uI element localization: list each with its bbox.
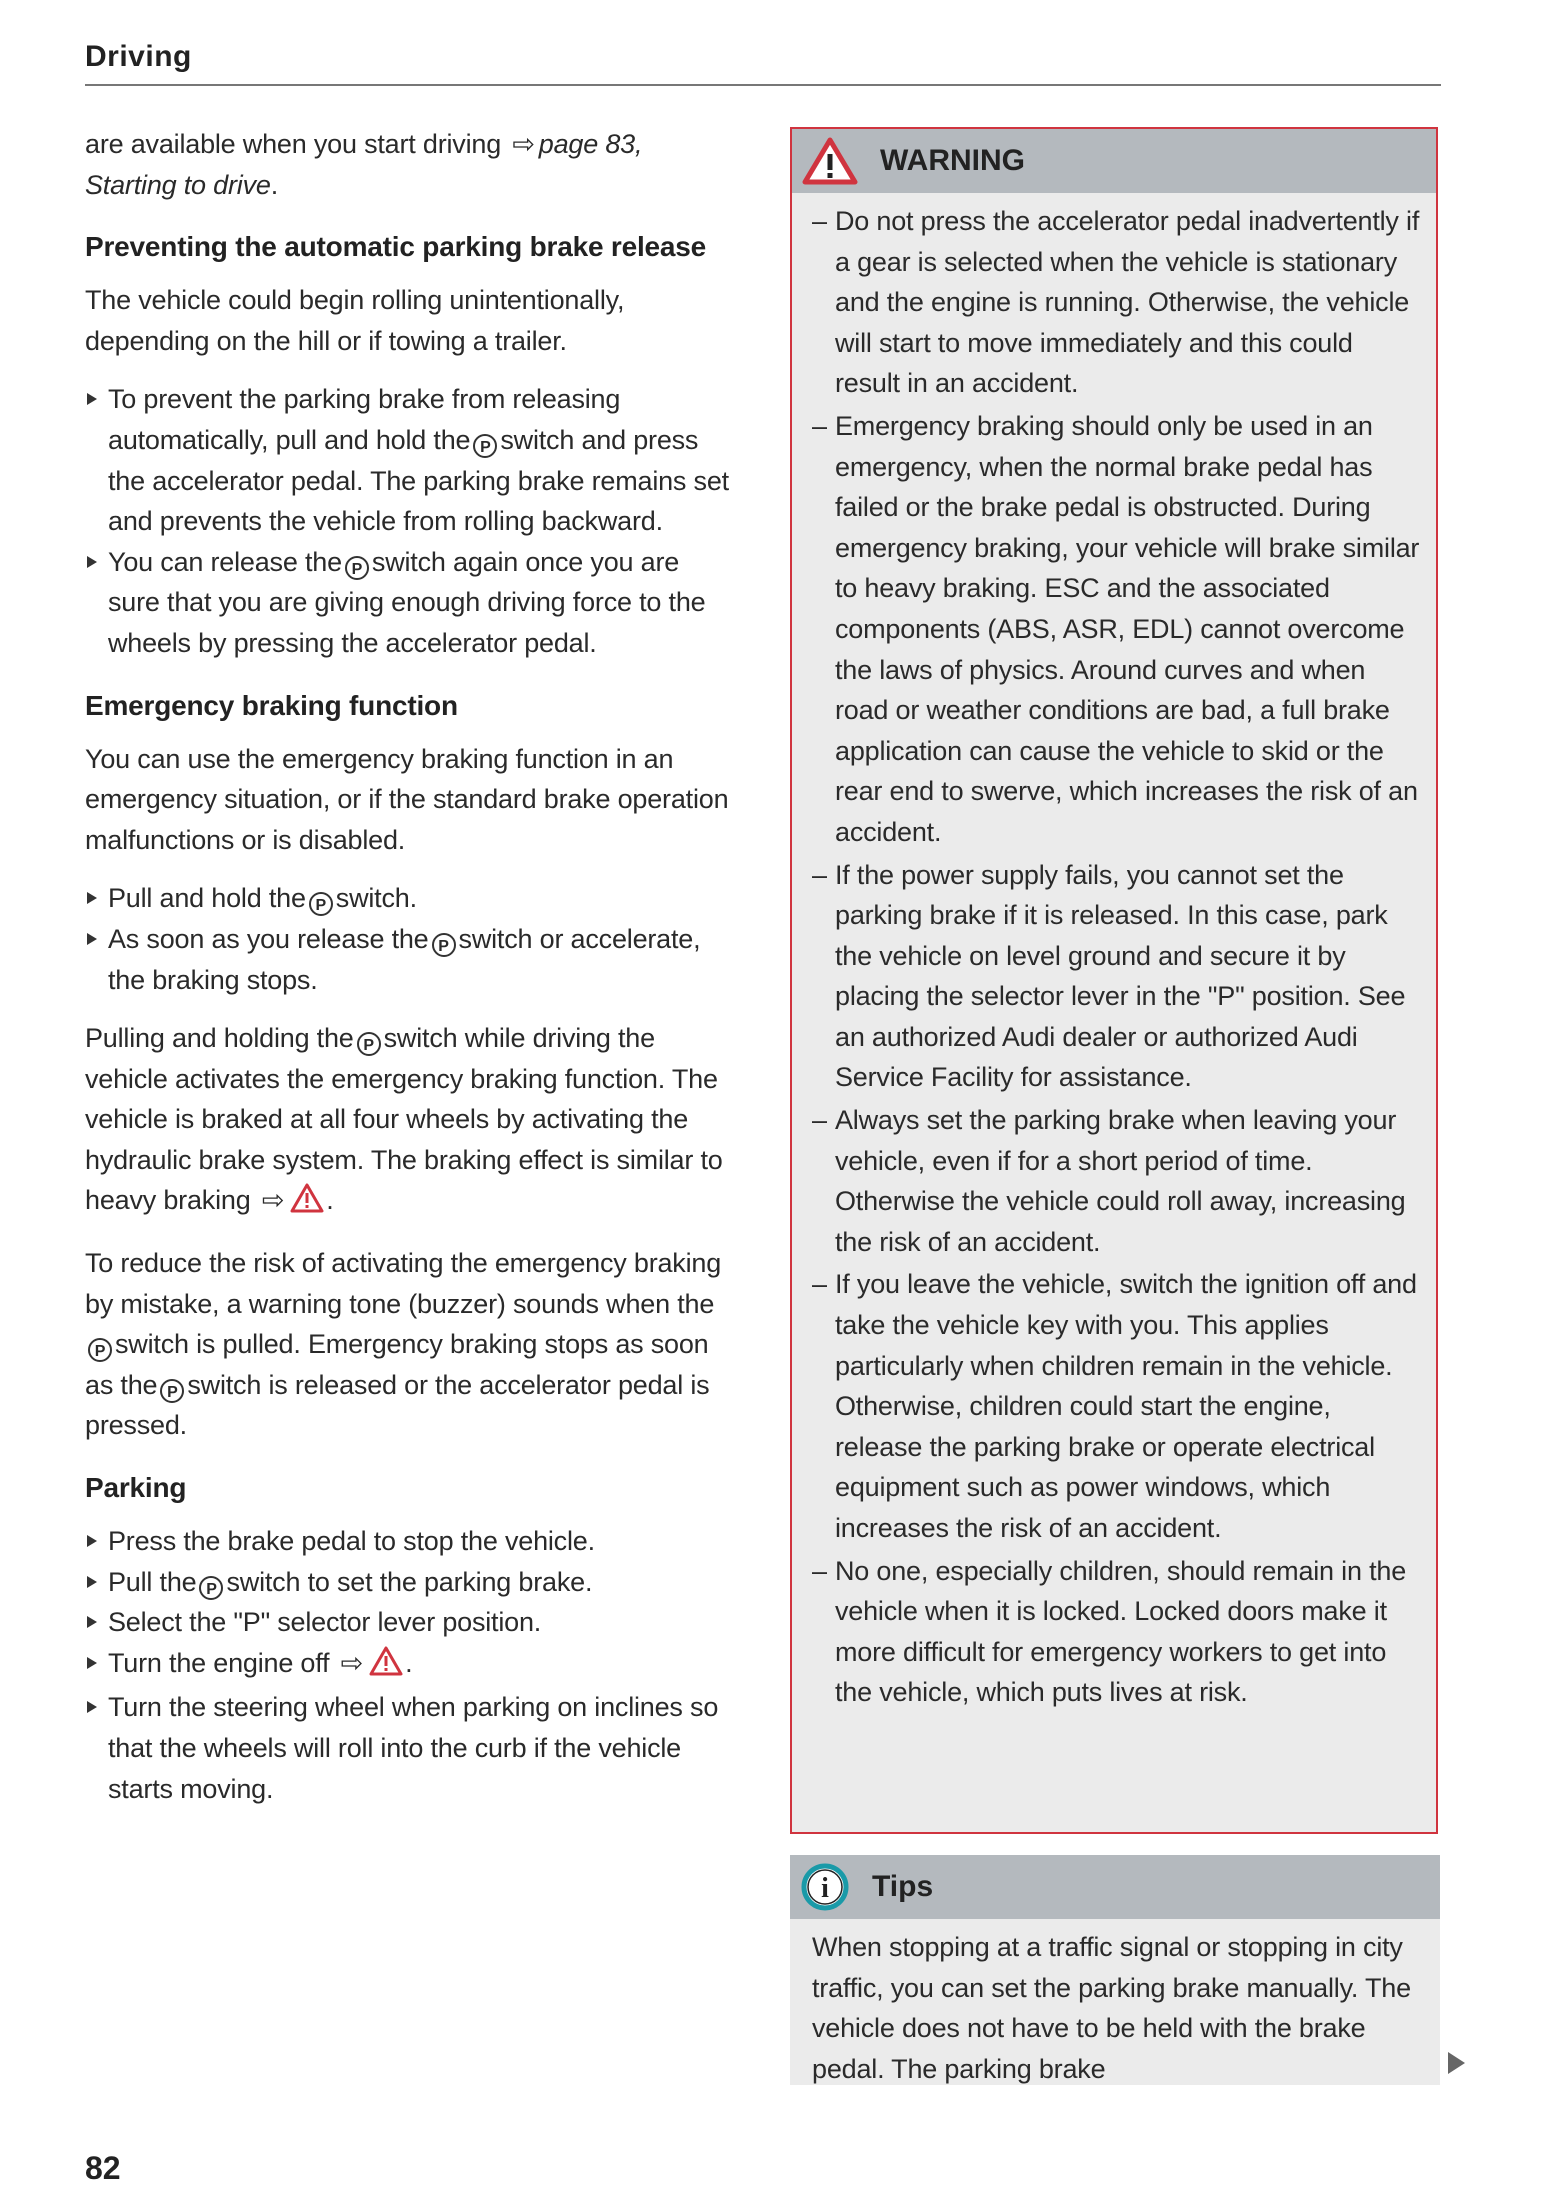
warning-title: WARNING xyxy=(880,144,1025,177)
text-segment: are available when you start driving xyxy=(85,129,509,159)
text-segment: You can release the xyxy=(108,546,342,577)
warning-reference-icon xyxy=(290,1183,324,1225)
tips-box xyxy=(790,1855,1440,2085)
bullet-step xyxy=(85,1687,737,1809)
text-segment: Pull and hold the xyxy=(108,883,306,914)
warning-item: – If you leave the vehicle, switch the ignition off and take the vehicle key with you. This applies particularly when children remain in the vehicle. Otherwise, children could start the engine, release the parking brake or operate electrical equipment such as power windows, which increases the risk of an accident. xyxy=(812,1264,1422,1548)
text-segment: To reduce the risk of activating the emergency braking by mistake, a warning tone (buzzer) sounds when the xyxy=(85,1248,722,1319)
warning-header xyxy=(792,129,1436,193)
section-header: Driving xyxy=(85,40,192,73)
text-segment: switch and press the accelerator pedal. The parking brake remains set and prevents the vehicle from rolling backward. xyxy=(108,424,729,537)
tips-title: Tips xyxy=(872,1870,934,1903)
bullet-step xyxy=(85,542,737,664)
section-heading xyxy=(85,688,737,724)
warning-item: – If the power supply fails, you cannot set the parking brake if it is released. In this case, park the vehicle on level ground and secure it by placing the selector lever in the "P" position. See an authorized Audi dealer or authorized Audi Service Facility for assistance. xyxy=(812,855,1422,1099)
tips-text: When stopping at a traffic signal or stopping in city traffic, you can set the parking brake manually. The vehicle does not have to be held with the brake pedal. The parking brake xyxy=(812,1932,1411,2084)
bullet-step xyxy=(85,878,737,919)
bullet-step xyxy=(85,1643,737,1688)
header-rule xyxy=(85,84,1441,86)
info-icon xyxy=(800,1862,850,1912)
bullet-step xyxy=(85,919,737,1000)
text-segment: switch. xyxy=(335,883,417,914)
text-segment: Pulling and holding the xyxy=(85,1023,354,1054)
cross-reference-arrow-icon: ⇨ xyxy=(340,1647,364,1678)
text-segment: Pull the xyxy=(108,1566,197,1597)
section-heading xyxy=(85,229,737,265)
page-number: 82 xyxy=(85,2150,121,2186)
text-segment: switch while driving the vehicle activates the emergency braking function. The vehicle is braked at all four wheels by activating the hydraulic brake system. The braking effect is similar to heavy braking xyxy=(85,1023,723,1216)
text-segment: Turn the engine off xyxy=(108,1647,337,1678)
parking-brake-switch-icon: P xyxy=(345,556,369,580)
cross-reference-arrow-icon: ⇨ xyxy=(512,129,535,159)
text-segment: switch to set the parking brake. xyxy=(226,1566,593,1597)
parking-brake-switch-icon: P xyxy=(473,434,497,458)
text-segment: . xyxy=(405,1647,413,1678)
bullet-step xyxy=(85,379,737,541)
paragraph xyxy=(85,1018,737,1225)
warning-list xyxy=(792,193,1436,1713)
text-segment: To prevent the parking brake from releasing automatically, pull and hold the xyxy=(108,384,621,455)
text-segment: Turn the steering wheel when parking on inclines so that the wheels will roll into the curb if the vehicle starts moving. xyxy=(108,1692,719,1804)
warning-triangle-icon xyxy=(802,137,858,185)
page-reference-text: page 83, Starting to drive xyxy=(85,129,643,200)
section-heading xyxy=(85,1470,737,1506)
warning-box xyxy=(790,127,1438,1834)
text-segment: The vehicle could begin rolling unintentionally, depending on the hill or if towing a trailer. xyxy=(85,285,625,356)
warning-item: – No one, especially children, should remain in the vehicle when it is locked. Locked doors make it more difficult for emergency workers to get into the vehicle, which puts lives at risk. xyxy=(812,1551,1422,1713)
paragraph xyxy=(85,124,737,205)
text-segment: switch or accelerate, the braking stops. xyxy=(108,923,701,995)
parking-brake-switch-icon: P xyxy=(309,892,333,916)
parking-brake-switch-icon: P xyxy=(199,1576,223,1600)
warning-item: – Do not press the accelerator pedal inadvertently if a gear is selected when the vehicle is stationary and the engine is running. Otherwise, the vehicle will start to move immediately and this could result in an accident. xyxy=(812,201,1422,404)
paragraph xyxy=(85,1243,737,1446)
text-segment: Emergency braking function xyxy=(85,689,458,721)
parking-brake-switch-icon: P xyxy=(357,1032,381,1056)
text-segment: switch again once you are sure that you are giving enough driving force to the wheels by pressing the accelerator pedal. xyxy=(108,546,706,658)
text-segment: switch is pulled. Emergency braking stops as soon as the xyxy=(85,1329,709,1400)
paragraph xyxy=(85,280,737,361)
text-segment: Press the brake pedal to stop the vehicle. xyxy=(108,1526,595,1557)
paragraph xyxy=(85,739,737,861)
bullet-step xyxy=(85,1602,737,1643)
cross-reference-arrow-icon: ⇨ xyxy=(261,1185,285,1216)
bullet-step xyxy=(85,1562,737,1603)
text-segment: As soon as you release the xyxy=(108,923,429,954)
text-segment: You can use the emergency braking function in an emergency situation, or if the standard brake operation malfunctions or is disabled. xyxy=(85,743,729,855)
text-segment: . xyxy=(326,1185,334,1216)
parking-brake-switch-icon: P xyxy=(88,1338,112,1362)
left-column xyxy=(85,124,737,1809)
text-segment: switch is released or the accelerator pedal is pressed. xyxy=(85,1369,710,1441)
warning-item: – Always set the parking brake when leaving your vehicle, even if for a short period of time. Otherwise the vehicle could roll away, increasing the risk of an accident. xyxy=(812,1100,1422,1262)
warning-item: – Emergency braking should only be used in an emergency, when the normal brake pedal has failed or the brake pedal is obstructed. During emergency braking, your vehicle will brake similar to heavy braking. ESC and the associated components (ABS, ASR, EDL) cannot overcome the laws of physics. Around curves and when road or weather conditions are bad, a full brake application can cause the vehicle to skid or the rear end to swerve, which increases the risk of an accident. xyxy=(812,406,1422,853)
text-segment: Select the "P" selector lever position. xyxy=(108,1607,542,1638)
svg-text:i: i xyxy=(821,1873,829,1904)
bullet-step xyxy=(85,1521,737,1562)
warning-reference-icon xyxy=(369,1646,403,1688)
text-segment: . xyxy=(270,169,279,200)
text-segment: Preventing the automatic parking brake release xyxy=(85,231,707,263)
parking-brake-switch-icon: P xyxy=(160,1379,184,1403)
tips-header xyxy=(790,1855,1440,1919)
continue-arrow-icon xyxy=(1448,2052,1465,2074)
text-segment: Parking xyxy=(85,1472,187,1504)
parking-brake-switch-icon: P xyxy=(432,933,456,957)
